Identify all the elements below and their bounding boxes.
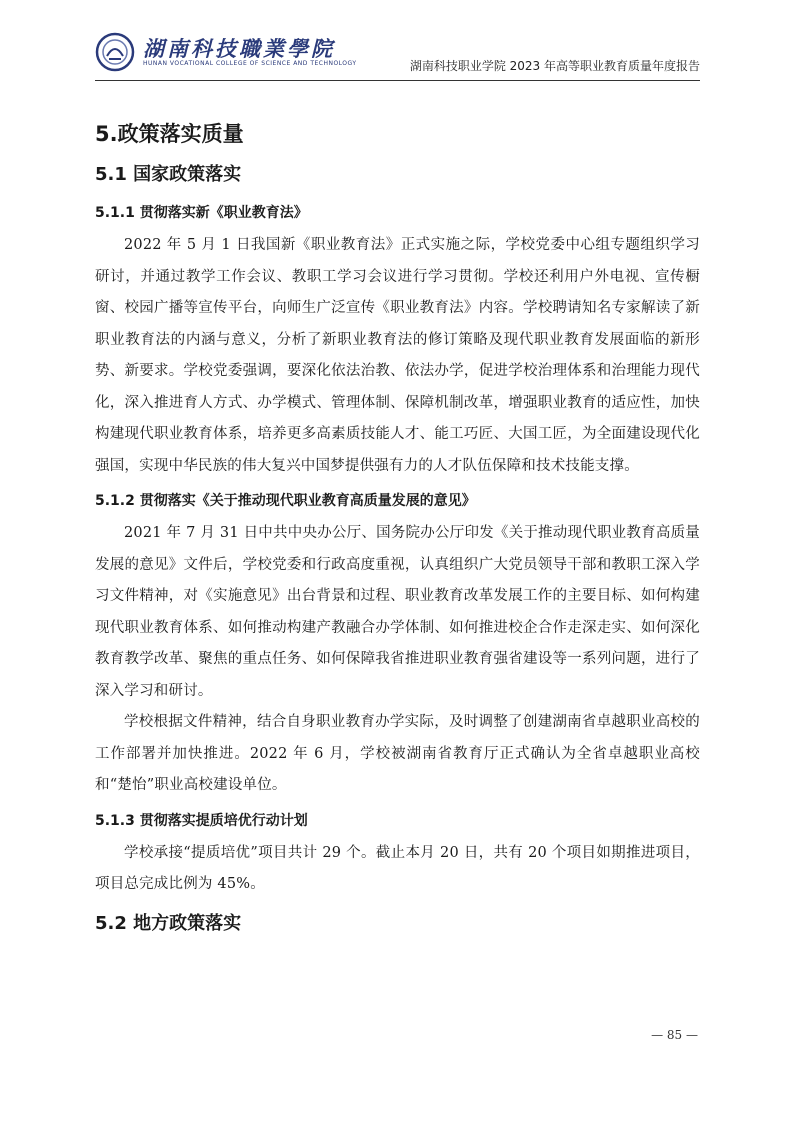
college-logo-english: HUNAN VOCATIONAL COLLEGE OF SCIENCE AND TECHNOLOGY <box>143 60 357 67</box>
paragraph: 2022 年 5 月 1 日我国新《职业教育法》正式实施之际，学校党委中心组专题组织学习研讨，并通过教学工作会议、教职工学习会议进行学习贯彻。学校还利用户外电视、宣传橱窗、校园广播等宣传平台，向师生广泛宣传《职业教育法》内容。学校聘请知名专家解读了新职业教育法的内涵与意义，分析了新职业教育法的修订策略及现代职业教育发展面临的新形势、新要求。学校党委强调，要深化依法治教、依法办学，促进学校治理体系和治理能力现代化，深入推进育人方式、办学模式、管理体制、保障机制改革，增强职业教育的适应性，加快构建现代职业教育体系，培养更多高素质技能人才、能工巧匠、大国工匠，为全面建设现代化强国，实现中华民族的伟大复兴中国梦提供强有力的人才队伍保障和技术技能支撑。 <box>95 237 700 474</box>
page-number: — 85 — <box>651 1028 698 1042</box>
college-logo-script: 湖南科技職業學院 <box>143 36 335 61</box>
paragraph: 学校承接“提质培优”项目共计 29 个。截止本月 20 日，共有 20 个项目如期推进项目，项目总完成比例为 45%。 <box>95 844 700 892</box>
page-body <box>95 118 700 949</box>
section-heading-5-1: 5.1 国家政策落实 <box>95 164 242 185</box>
paragraph: 学校根据文件精神，结合自身职业教育办学实际，及时调整了创建湖南省卓越职业高校的工作部署并加快推进。2022 年 6 月，学校被湖南省教育厅正式确认为全省卓越职业高校和“楚怡”职业高校建设单位。 <box>95 714 700 793</box>
subsection-heading-5-1-1: 5.1.1 贯彻落实新《职业教育法》 <box>95 205 308 221</box>
college-emblem-icon <box>95 32 135 72</box>
paragraph: 2021 年 7 月 31 日中共中央办公厅、国务院办公厅印发《关于推动现代职业教育高质量发展的意见》文件后，学校党委和行政高度重视，认真组织广大党员领导干部和教职工深入学习文件精神，对《实施意见》出台背景和过程、职业教育改革发展工作的主要目标、如何构建现代职业教育体系、如何推动构建产教融合办学体制、如何推进校企合作走深走实、如何深化教育教学改革、聚焦的重点任务、如何保障我省推进职业教育强省建设等一系列问题，进行了深入学习和研讨。 <box>95 525 700 699</box>
report-title: 湖南科技职业学院 2023 年高等职业教育质量年度报告 <box>409 59 700 73</box>
section-heading-5-2: 5.2 地方政策落实 <box>95 912 242 934</box>
subsection-heading-5-1-3: 5.1.3 贯彻落实提质培优行动计划 <box>95 812 308 829</box>
header-divider <box>95 80 700 81</box>
page-header <box>95 30 700 82</box>
chapter-heading: 5.政策落实质量 <box>95 122 244 146</box>
subsection-heading-5-1-2: 5.1.2 贯彻落实《关于推动现代职业教育高质量发展的意见》 <box>95 493 476 509</box>
